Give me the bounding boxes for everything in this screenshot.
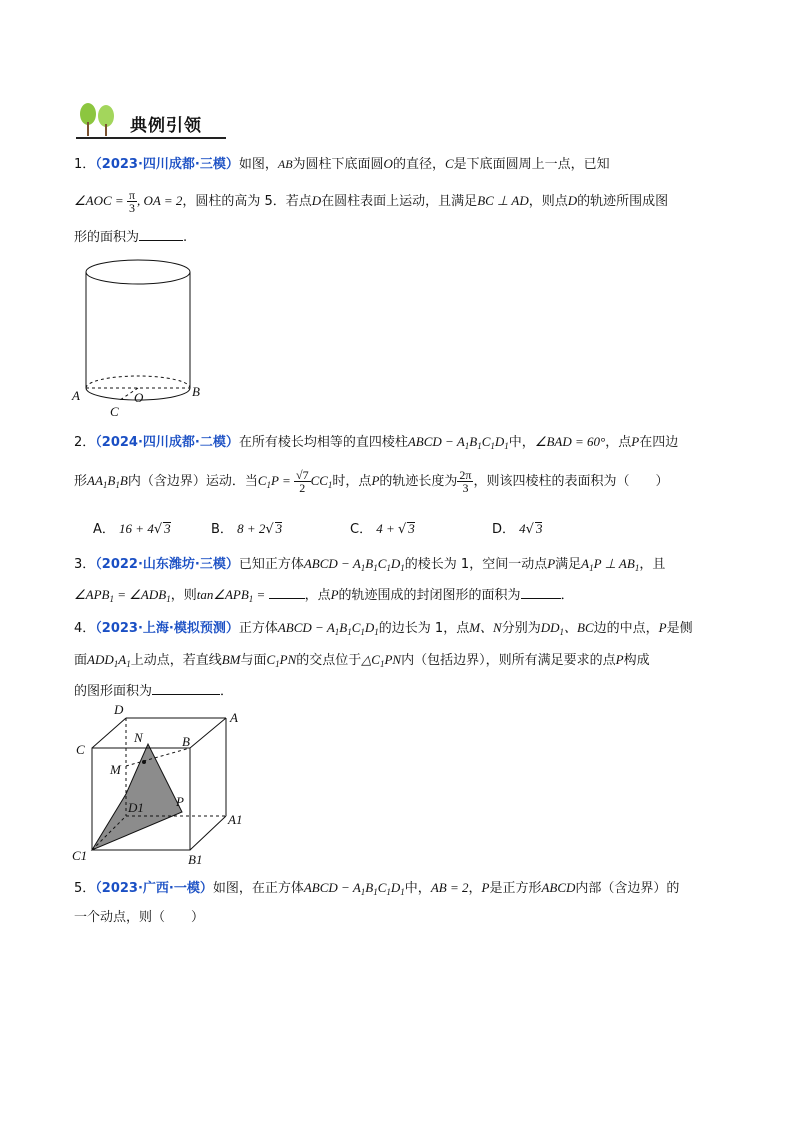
label-C: C	[110, 404, 119, 419]
q3-line2: $\angle APB_1$ = $\angle ADB_1$，则$\tan\angle APB_1$ = ，点P的轨迹围成的封闭图形的面积为 ．	[74, 587, 574, 604]
q5-line1: 5．（2023·广西·一模）如图，在正方体ABCD − $A_1B_1C_1D_1$中，AB = 2，P是正方形ABCD内部（含边界）的	[74, 880, 680, 897]
label-D: D	[114, 702, 124, 717]
q1-line3: 形的面积为 .	[74, 230, 188, 245]
q2-line1: 2．（2024·四川成都·二模）在所有棱长均相等的直四棱柱ABCD − $A_1B_1C_1D_1$中，∠BAD = 60°，点P在四边	[74, 434, 679, 451]
label-C1: C1	[72, 848, 88, 863]
answer-blank	[152, 682, 220, 695]
label-A: A	[72, 388, 80, 403]
q2-option-c[interactable]: C． 4 + √ 3	[350, 521, 415, 537]
label-M: M	[110, 762, 121, 777]
section-header	[76, 100, 226, 140]
q3-source: （2022·山东潍坊·三模）	[95, 557, 239, 572]
q2-option-d[interactable]: D． 4√ 3	[492, 521, 543, 537]
answer-blank	[521, 586, 561, 599]
label-B: B	[192, 384, 200, 399]
label-D1: D1	[128, 800, 144, 815]
label-P: P	[176, 794, 184, 809]
label-N: N	[134, 730, 143, 745]
q2-source: （2024·四川成都·二模）	[95, 435, 239, 450]
q1-line2: ∠AOC = $\frac{\pi}{3}$ , OA = 2，圆柱的高为 5．若点D在圆柱表面上运动，且满足BC ⊥ AD，则点D的轨迹所围成图	[74, 188, 669, 215]
q4-line3: 的图形面积为 ．	[74, 684, 234, 699]
q2-option-a[interactable]: A． 16 + 4√ 3	[93, 521, 171, 537]
q3-line1: 3．（2022·山东潍坊·三模）已知正方体ABCD − $A_1B_1C_1D_1$的棱长为 1，空间一动点P满足$A_1P$ ⊥ $AB_1$，且	[74, 556, 666, 573]
cube-figure	[70, 702, 250, 870]
q5-source: （2023·广西·一模）	[95, 881, 213, 896]
q4-line2: 面$ADD_1A_1$上动点，若直线BM与面$C_1PN$的交点位于$\triangle C_1PN$内（包括边界），则所有满足要求的点P构成	[74, 652, 650, 669]
q4-source: （2023·上海·模拟预测）	[95, 621, 239, 636]
q4-line1: 4．（2023·上海·模拟预测）正方体ABCD − $A_1B_1C_1D_1$的边长为 1，点M、N分别为$DD_1$、BC边的中点，P是侧	[74, 620, 693, 637]
label-B1: B1	[188, 852, 203, 867]
answer-blank	[139, 228, 183, 241]
label-A: A	[230, 710, 238, 725]
q2-line2: 形$AA_1B_1B$内（含边界）运动．当$C_1P$ = $\frac{√7}{2}$ $CC_1$时，点P的轨迹长度为 $\frac{2\pi}{3}$ ，则该四棱柱的表面积为（ ）	[74, 468, 669, 495]
label-A1: A1	[228, 812, 243, 827]
label-B: B	[182, 734, 190, 749]
label-C: C	[76, 742, 85, 757]
cylinder-figure	[70, 256, 220, 421]
q2-option-b[interactable]: B． 8 + 2√ 3	[211, 521, 283, 537]
header-underline	[76, 137, 226, 139]
section-title: 典例引领	[130, 116, 202, 136]
q1-line1: 1．（2023·四川成都·三模）如图，AB为圆柱下底面圆O的直径，C是下底面圆周上一点，已知	[74, 156, 610, 172]
label-O: O	[134, 390, 144, 405]
answer-blank	[269, 586, 305, 599]
q1-source: （2023·四川成都·三模）	[95, 157, 239, 172]
q5-line2: 一个动点，则（ ）	[74, 910, 205, 925]
tree-icon	[76, 100, 126, 140]
